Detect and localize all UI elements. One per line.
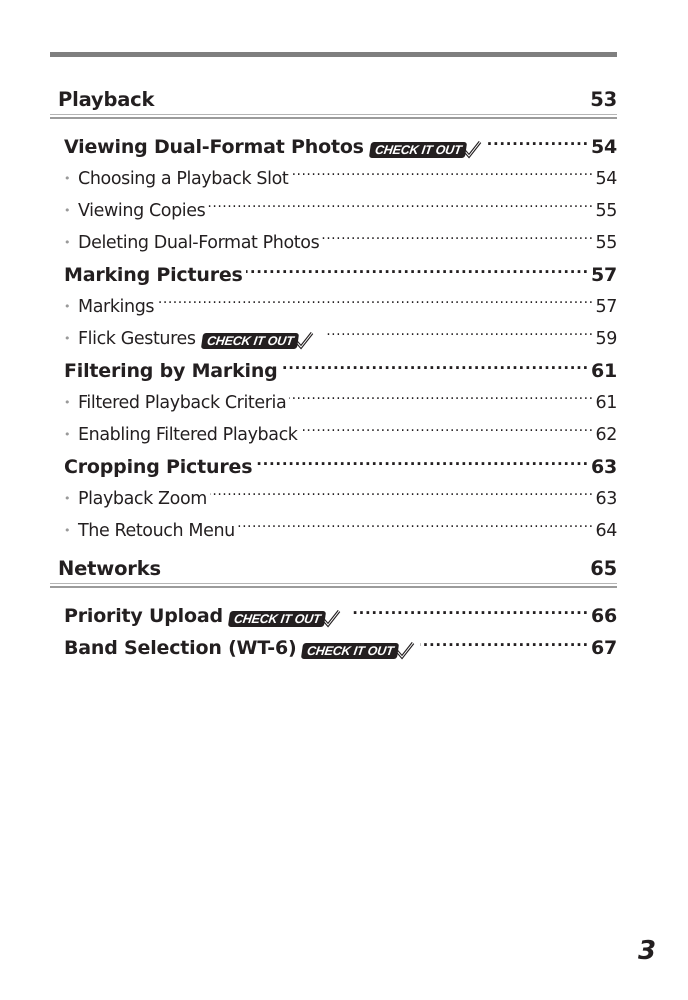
check-it-out-badge: CHECK IT OUT [370,140,483,160]
toc-entry[interactable] [50,483,617,515]
dot-leader [281,358,589,377]
entry-page: 63 [590,456,617,478]
entry-page: 66 [590,605,617,627]
dot-leader [289,391,593,409]
entry-page: 61 [595,393,617,413]
bullet-icon: • [64,396,71,409]
dot-leader [246,262,589,281]
entry-page: 61 [590,360,617,382]
dot-leader [420,635,589,654]
bullet-icon: • [64,492,71,505]
toc-entry[interactable] [50,515,617,547]
entry-title: Filtered Playback Criteria [78,393,287,413]
toc-entry[interactable] [50,227,617,259]
entry-title: Band Selection (WT-6) [64,637,297,659]
toc-entry[interactable] [50,163,617,195]
dot-leader [157,295,593,313]
bullet-icon: • [64,300,71,313]
entry-page: 54 [595,169,617,189]
toc-entry[interactable] [50,195,617,227]
toc-entry[interactable] [50,451,617,483]
entry-page: 63 [595,489,617,509]
dot-leader [208,199,593,217]
entry-page: 64 [595,521,617,541]
check-it-out-badge: CHECK IT OUT [229,609,342,629]
toc-entry[interactable] [50,131,617,163]
toc-entry[interactable] [50,387,617,419]
entry-title: Deleting Dual-Format Photos [78,233,320,253]
dot-leader [210,487,594,505]
dot-leader [255,454,589,473]
entry-title: Choosing a Playback Slot [78,169,289,189]
section-heading-playback[interactable] [50,84,617,114]
section-page: 65 [590,557,617,580]
entry-page: 67 [590,637,617,659]
section-heading-networks[interactable] [50,553,617,583]
entry-title: Markings [78,297,155,317]
top-rule [50,52,617,57]
bullet-icon: • [64,332,71,345]
section-rule [50,583,617,590]
entry-title: Viewing Dual-Format Photos [64,136,364,158]
section-page: 53 [590,88,617,111]
entry-page: 62 [595,425,617,445]
section-rule [50,114,617,121]
entry-page: 55 [595,201,617,221]
check-it-out-badge: CHECK IT OUT [302,641,415,661]
entry-title: Flick Gestures [78,329,196,349]
bullet-icon: • [64,428,71,441]
toc-entry[interactable] [50,600,617,632]
entry-title: The Retouch Menu [78,521,235,541]
toc-entry[interactable] [50,355,617,387]
bullet-icon: • [64,524,71,537]
entry-page: 57 [595,297,617,317]
dot-leader [322,231,593,249]
toc-entry[interactable] [50,419,617,451]
bullet-icon: • [64,204,71,217]
dot-leader [326,327,593,345]
entry-title: Filtering by Marking [64,360,278,382]
table-of-contents [50,84,617,664]
entry-title: Priority Upload [64,605,223,627]
check-it-out-badge: CHECK IT OUT [202,331,315,351]
dot-leader [291,167,593,185]
toc-entry[interactable] [50,291,617,323]
bullet-icon: • [64,172,71,185]
dot-leader [301,423,594,441]
entry-title: Enabling Filtered Playback [78,425,298,445]
entry-title: Cropping Pictures [64,456,253,478]
entry-title: Playback Zoom [78,489,207,509]
dot-leader [353,603,589,622]
entry-page: 59 [595,329,617,349]
dot-leader [238,519,594,537]
dot-leader [487,134,589,153]
section-title: Networks [58,557,161,580]
page-number: 3 [638,936,657,966]
bullet-icon: • [64,236,71,249]
toc-entry[interactable] [50,323,617,355]
entry-page: 54 [590,136,617,158]
toc-entry[interactable] [50,632,617,664]
entry-page: 55 [595,233,617,253]
entry-title: Viewing Copies [78,201,206,221]
entry-title: Marking Pictures [64,264,243,286]
section-title: Playback [58,88,155,111]
entry-page: 57 [590,264,617,286]
toc-entry[interactable] [50,259,617,291]
